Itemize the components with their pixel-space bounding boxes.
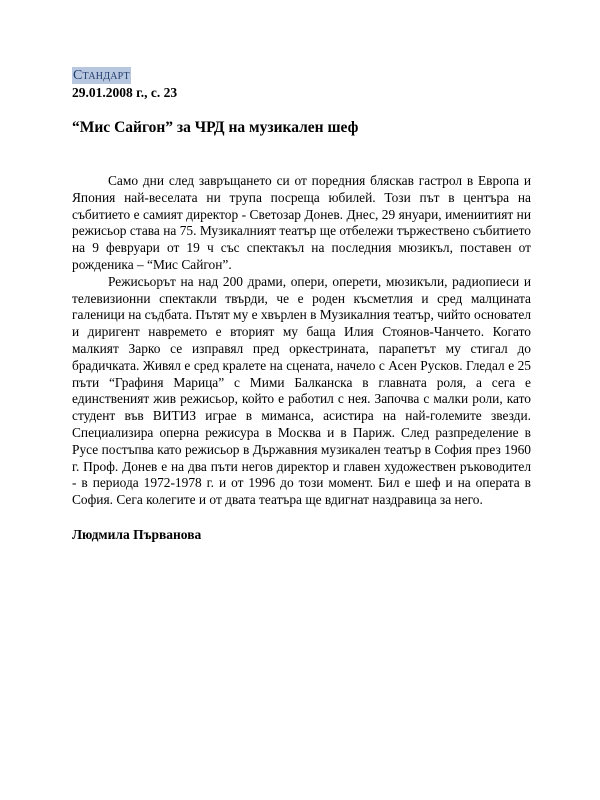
date-line: 29.01.2008 г., с. 23 — [72, 85, 178, 100]
paragraph: Режисьорът на над 200 драми, опери, оперети, мюзикъли, радиопиеси и телевизионни спектакли твърди, че е роден късметлия и сред малцината галеници на съдбата. Пътят му е хвърлен в Музикалния театър, чийто основател и диригент навремето е вторият му баща Илия Стоянов-Чанчето. Когато малкият Зарко се изправял пред оркестрината, парапетът му стигал до брадичката. Живял е сред кралете на сцената, начело с Асен Русков. Гледал е 25 пъти “Графиня Марица” с Мими Балканска в главната роля, а сега е единственият жив режисьор, който е работил с нея. Започва с малки роли, като студент във ВИТИЗ играе в миманса, асистира на най-големите звезди. Специализира оперна режисура в Москва и в Париж. След разпределение в Русе постъпва като режисьор в Държавния музикален театър в София през 1960 г. Проф. Донев е на два пъти негов директор и главен художествен ръководител - в периода 1972-1978 г. и от 1996 до този момент. Бил е шеф и на операта в София. Сега колегите и от двата театъра ще вдигнат наздравица за него. — [72, 273, 531, 508]
article-page — [72, 66, 531, 544]
source-logo: Стандарт — [73, 68, 130, 83]
paragraph: Само дни след завръщането си от поредния бляскав гастрол в Европа и Япония най-веселата ни трупа посреща юбилей. Този път в центъра на събитието е самият директор - Светозар Донев. Днес, 29 януари, имениитият ни режисьор става на 75. Музикалният театър ще отбележи тържествено събитието на 9 февруари от 19 ч със спектакъл на последния мюзикъл, поставен от рожденика – “Мис Сайгон”. — [72, 173, 531, 272]
author-name: Людмила Първанова — [72, 526, 202, 542]
headline: “Мис Сайгон” за ЧРД на музикален шеф — [72, 119, 359, 136]
article-body — [72, 173, 531, 509]
